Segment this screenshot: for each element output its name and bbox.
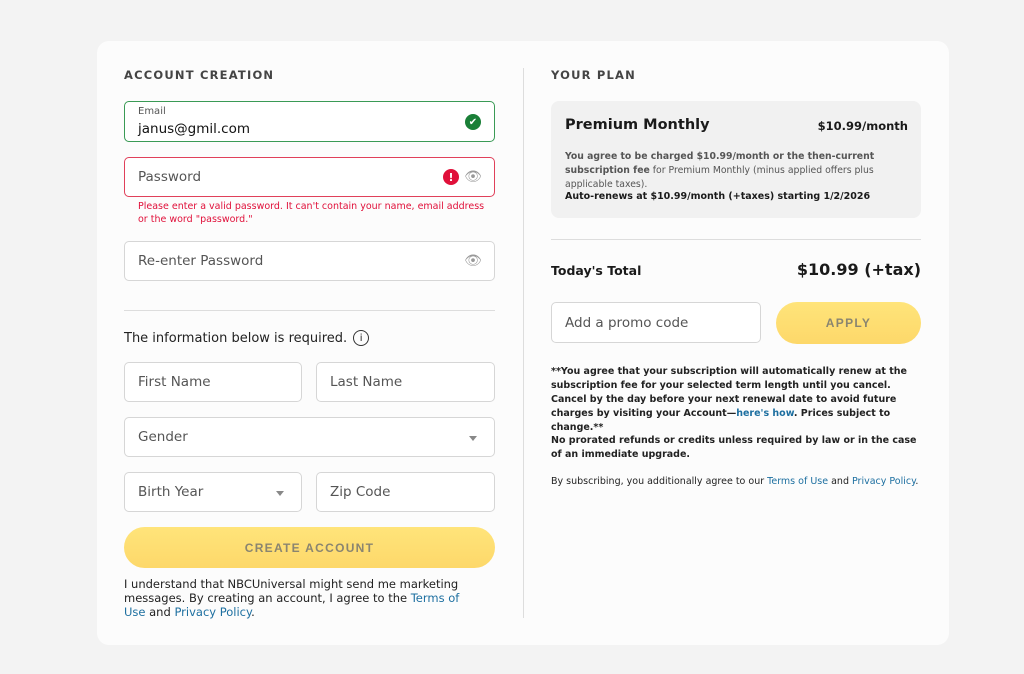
- legal-end: .: [251, 605, 255, 619]
- last-name-placeholder: Last Name: [330, 374, 403, 390]
- legal-and: and: [145, 605, 175, 619]
- sub-end: .: [915, 476, 919, 487]
- plan-heading: YOUR PLAN: [551, 68, 636, 82]
- password-placeholder: Password: [138, 169, 202, 185]
- plan-desc-bold: You agree to be charged $10.99/month or the then-current subscription fee: [565, 151, 875, 176]
- create-account-button[interactable]: CREATE ACCOUNT: [124, 527, 495, 568]
- email-value: janus@gmil.com: [138, 121, 251, 137]
- sub-and: and: [828, 476, 852, 487]
- error-icon: !: [443, 169, 459, 185]
- first-name-field[interactable]: [124, 362, 302, 402]
- notice-pre: **You agree that your subscription will automatically renew at the subscription fee for your selected term length until you cancel. Cancel by the day before your next renewal date to avoid future charges by visiting your Account—: [551, 366, 907, 419]
- terms-link[interactable]: Terms of Use: [767, 476, 829, 487]
- plan-desc-rest: for Premium Monthly (minus applied offers plus applicable taxes).: [565, 165, 874, 190]
- chevron-down-icon: [469, 436, 477, 441]
- plan-name: Premium Monthly: [565, 117, 710, 133]
- chevron-down-icon: [276, 491, 284, 496]
- apply-button[interactable]: APPLY: [776, 302, 921, 344]
- reenter-password-field[interactable]: [124, 241, 495, 281]
- zip-placeholder: Zip Code: [330, 484, 391, 500]
- legal-text: [124, 577, 484, 619]
- subscribe-terms: [551, 475, 923, 489]
- password-field[interactable]: [124, 157, 495, 197]
- birth-year-placeholder: Birth Year: [138, 484, 204, 500]
- check-icon: ✔: [465, 114, 481, 130]
- plan-description: [565, 150, 910, 192]
- password-error: Please enter a valid password. It can't contain your name, email address or the word "password.": [138, 201, 485, 225]
- column-divider: [523, 68, 524, 618]
- zip-code-field[interactable]: [316, 472, 495, 512]
- sub-pre: By subscribing, you additionally agree to our: [551, 476, 768, 487]
- privacy-link[interactable]: Privacy Policy: [852, 476, 916, 487]
- info-icon[interactable]: i: [353, 330, 369, 346]
- eye-icon[interactable]: 👁: [464, 253, 482, 269]
- gender-select[interactable]: [124, 417, 495, 457]
- eye-icon[interactable]: 👁: [464, 169, 482, 185]
- auto-renew-text: Auto-renews at $10.99/month (+taxes) starting 1/2/2026: [565, 191, 871, 202]
- terms-link[interactable]: Terms of Use: [124, 591, 460, 619]
- total-label: Today's Total: [551, 263, 642, 278]
- promo-placeholder: Add a promo code: [565, 314, 689, 331]
- legal-pre: I understand that NBCUniversal might send me marketing messages. By creating an account, I agree to the: [124, 577, 459, 605]
- refund-notice: No prorated refunds or credits unless required by law or in the case of an immediate upgrade.: [551, 435, 917, 460]
- account-heading: ACCOUNT CREATION: [124, 68, 275, 82]
- heres-how-link[interactable]: here's how: [736, 408, 794, 419]
- plan-price: $10.99/month: [817, 119, 908, 133]
- birth-year-select[interactable]: [124, 472, 302, 512]
- required-text: The information below is required.: [124, 330, 348, 346]
- divider: [124, 310, 495, 311]
- total-value: $10.99 (+tax): [796, 260, 921, 279]
- first-name-placeholder: First Name: [138, 374, 211, 390]
- privacy-link[interactable]: Privacy Policy: [174, 605, 252, 619]
- email-field[interactable]: [124, 101, 495, 142]
- reenter-placeholder: Re-enter Password: [138, 253, 264, 269]
- gender-placeholder: Gender: [138, 429, 188, 445]
- renewal-notice: [551, 365, 923, 435]
- required-info: [124, 330, 369, 346]
- promo-code-input[interactable]: [551, 302, 761, 343]
- plan-box: [551, 101, 921, 218]
- email-label: Email: [138, 106, 166, 117]
- divider: [551, 239, 921, 240]
- last-name-field[interactable]: [316, 362, 495, 402]
- notice-post: . Prices subject to change.**: [551, 408, 891, 433]
